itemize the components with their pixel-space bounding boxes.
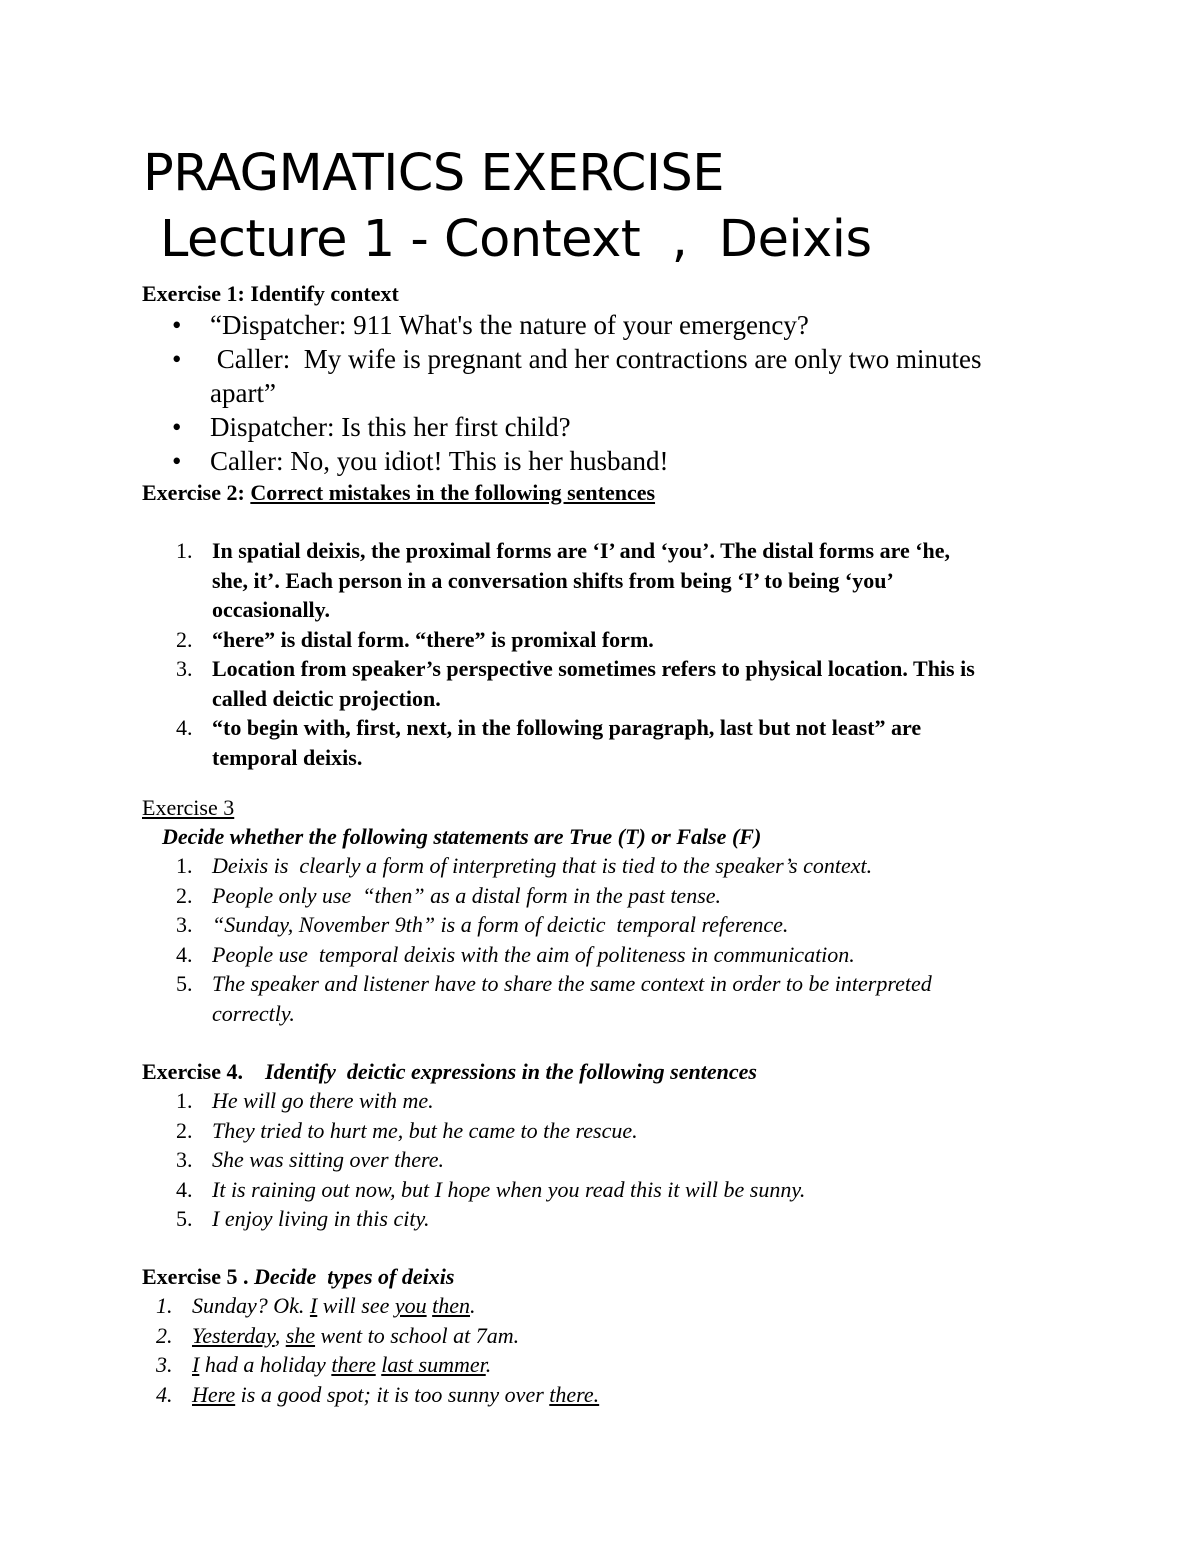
exercise1-heading: Exercise 1: Identify context [142, 281, 399, 306]
page-subtitle: Lecture 1 - Context , Deixis [160, 210, 872, 269]
list-item: 3. I had a holiday there last summer. [156, 1352, 492, 1377]
bullet-icon: • [172, 310, 182, 340]
list-item: 4. “to begin with, first, next, in the following paragraph, last but not least” are temporal deixis. [176, 715, 922, 770]
list-item: 3. “Sunday, November 9th” is a form of deictic temporal reference. [176, 912, 789, 937]
list-item: • Caller: No, you idiot! This is her husband! [172, 446, 669, 476]
exercise4-list [142, 1086, 1102, 1234]
list-item: • “Dispatcher: 911 What's the nature of your emergency? [172, 310, 809, 340]
list-item: • Dispatcher: Is this her first child? [172, 412, 571, 442]
list-item: 1. He will go there with me. [176, 1088, 434, 1113]
list-item: 3. She was sitting over there. [176, 1147, 444, 1172]
list-item: 3. Location from speaker’s perspective sometimes refers to physical location. This is called deictic projection. [176, 656, 975, 711]
bullet-icon: • [172, 344, 182, 374]
bullet-icon: • [172, 412, 182, 442]
list-item: 2. Yesterday, she went to school at 7am. [156, 1322, 520, 1348]
exercise4-instruction: Identify deictic expressions in the following sentences [265, 1059, 757, 1084]
exercise2-instruction: Correct mistakes in the following sentences [250, 480, 656, 505]
exercise3-heading: Exercise 3 [142, 795, 235, 820]
exercise3-list [142, 851, 1102, 1028]
bullet-icon: • [172, 446, 182, 476]
exercise5-list [142, 1291, 1102, 1409]
list-item: 2. They tried to hurt me, but he came to the rescue. [176, 1117, 638, 1143]
exercise4-heading: Exercise 4. Identify deictic expressions in the following sentences [142, 1059, 757, 1084]
exercise1-list [142, 308, 982, 478]
list-item: 5. The speaker and listener have to share the same context in order to be interpreted correctly. [176, 971, 932, 1026]
list-item-continuation: apart” [210, 378, 276, 408]
exercise2-list [142, 536, 1102, 772]
exercise5-heading: Exercise 5 . Decide types of deixis [142, 1264, 455, 1289]
exercise5-instruction: Decide types of deixis [254, 1264, 455, 1289]
list-item: 4. It is raining out now, but I hope when you read this it will be sunny. [176, 1176, 806, 1202]
exercise3-instruction: Decide whether the following statements are True (T) or False (F) [162, 824, 762, 849]
page-title: PRAGMATICS EXERCISE [143, 144, 724, 203]
exercise2-heading: Exercise 2: Correct mistakes in the following sentences [142, 480, 656, 505]
list-item: 4. People use temporal deixis with the aim of politeness in communication. [176, 941, 855, 967]
list-item: 1. Deixis is clearly a form of interpreting that is tied to the speaker’s context. [176, 853, 873, 878]
list-item: 1. Sunday? Ok. I will see you then. [156, 1293, 476, 1318]
list-item: 4. Here is a good spot; it is too sunny over there. [156, 1381, 600, 1407]
list-item: 2. “here” is distal form. “there” is promixal form. [176, 626, 654, 652]
list-item: • Caller: My wife is pregnant and her contractions are only two minutes [172, 344, 982, 374]
list-item: 1. In spatial deixis, the proximal forms are ‘I’ and ‘you’. The distal forms are ‘he, she, it’. Each person in a conversation shifts from being ‘I’ to being ‘you’ occasionally. [176, 538, 951, 622]
list-item: 5. I enjoy living in this city. [176, 1206, 430, 1231]
list-item: 2. People only use “then” as a distal form in the past tense. [176, 882, 722, 908]
